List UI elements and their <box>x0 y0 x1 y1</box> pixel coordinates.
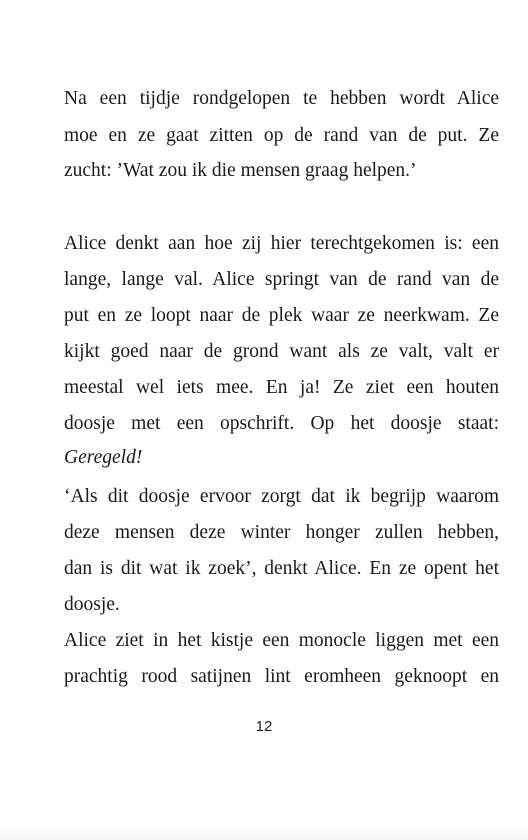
text-line: prachtig rood satijnen lint eromheen geknoopt en <box>64 666 499 687</box>
text-line-emphasis: Geregeld! <box>64 447 143 468</box>
text-line: zucht: ’Wat zou ik die mensen graag helpen.’ <box>64 160 417 181</box>
text-line: doosje. <box>64 594 120 615</box>
text-line: Alice ziet in het kistje een monocle liggen met een <box>64 630 499 651</box>
text-line: dan is dit wat ik zoek’, denkt Alice. En ze opent het <box>64 558 499 579</box>
text-line: deze mensen deze winter honger zullen hebben, <box>64 522 499 543</box>
text-line: Na een tijdje rondgelopen te hebben wordt Alice <box>64 88 499 109</box>
text-line: doosje met een opschrift. Op het doosje staat: <box>64 413 499 434</box>
page-bottom-edge <box>0 826 528 840</box>
text-line: lange, lange val. Alice springt van de rand van de <box>64 269 499 290</box>
text-line: moe en ze gaat zitten op de rand van de put. Ze <box>64 125 499 146</box>
text-line: ‘Als dit doosje ervoor zorgt dat ik begrijp waarom <box>64 486 499 507</box>
text-line: Alice denkt aan hoe zij hier terechtgekomen is: een <box>64 233 499 254</box>
page-number: 12 <box>255 718 273 735</box>
text-line: meestal wel iets mee. En ja! Ze ziet een houten <box>64 377 499 398</box>
text-line: kijkt goed naar de grond want als ze valt, valt er <box>64 341 499 362</box>
text-line: put en ze loopt naar de plek waar ze neerkwam. Ze <box>64 305 499 326</box>
